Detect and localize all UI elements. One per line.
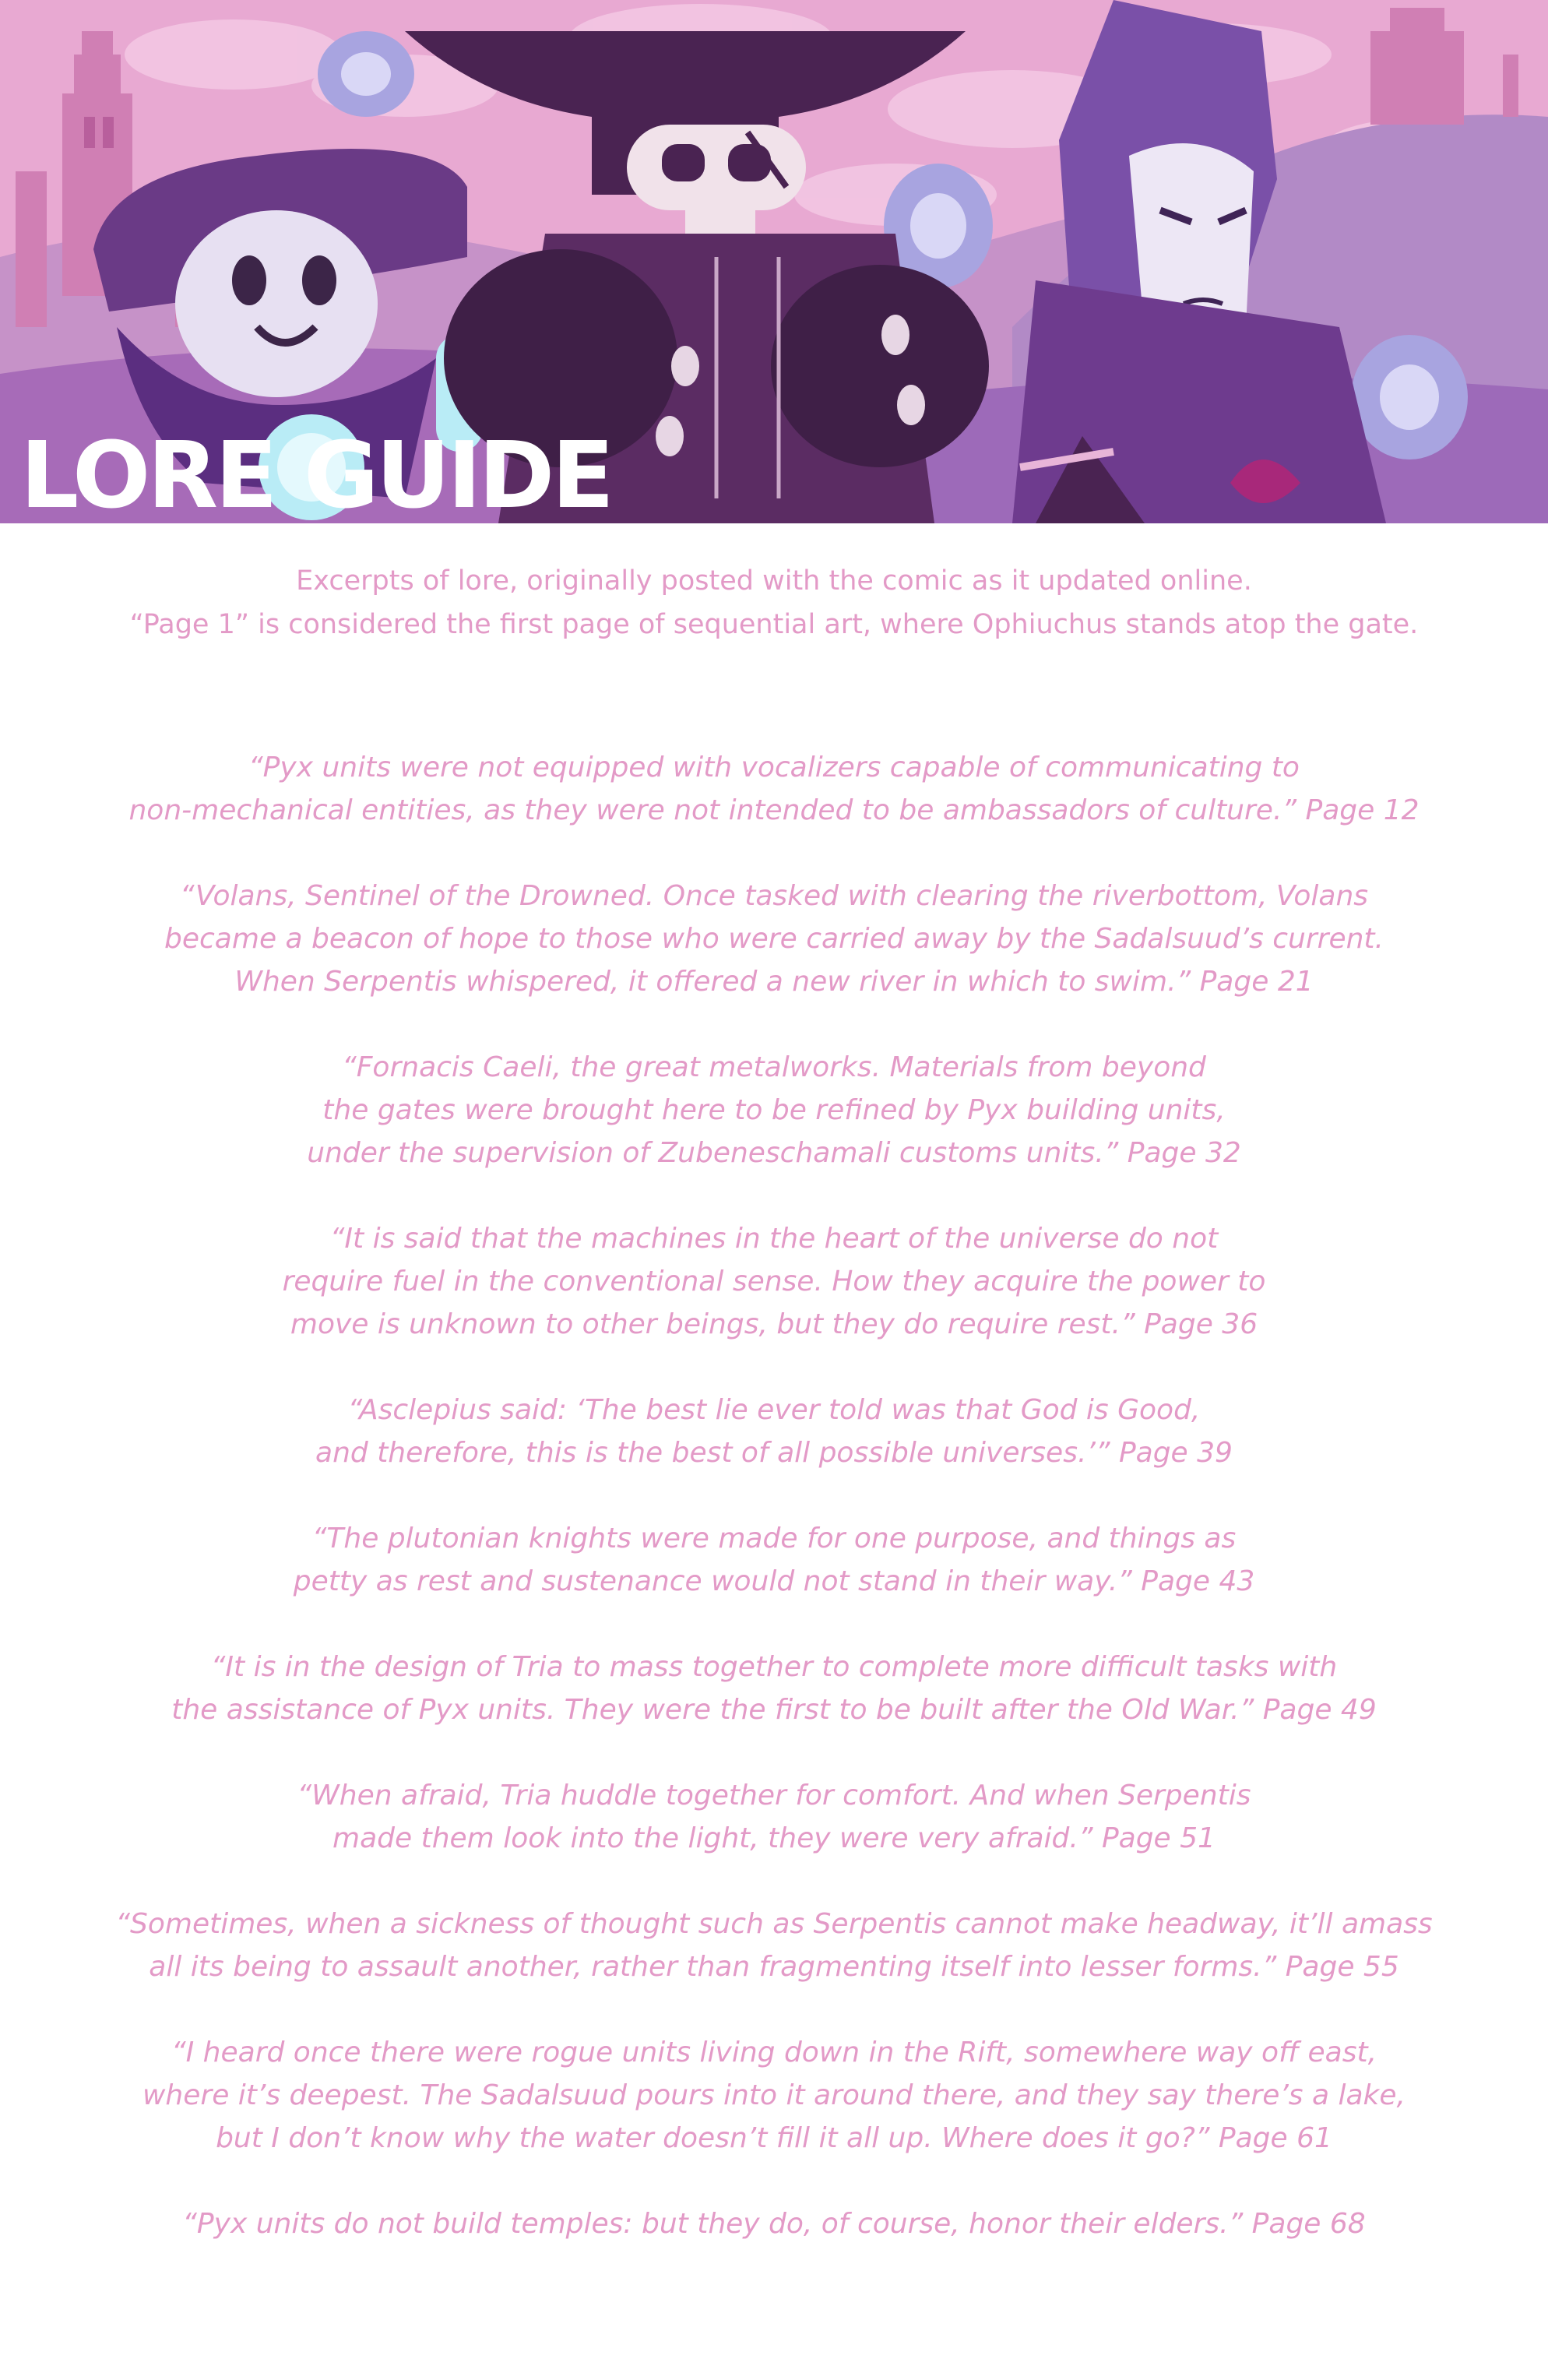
lore-quote: [0, 1217, 1548, 1346]
lore-quote: [0, 746, 1548, 832]
quote-line: “The plutonian knights were made for one purpose, and things as: [311, 1523, 1237, 1554]
page-title: LORE GUIDE: [20, 421, 611, 529]
quote-line: “When afraid, Tria huddle together for comfort. And when Serpentis: [297, 1780, 1251, 1811]
quote-line: “Pyx units were not equipped with vocalizers capable of communicating to: [248, 752, 1300, 783]
quote-line: but I don’t know why the water doesn’t fill it all up. Where does it go?” Page 61: [216, 2122, 1332, 2154]
lore-quote: [0, 1774, 1548, 1860]
quote-line: “Sometimes, when a sickness of thought such as Serpentis cannot make headway, it’ll amass: [115, 1908, 1433, 1940]
lore-quote: [0, 1646, 1548, 1731]
lore-quote: [0, 1046, 1548, 1174]
quote-line: where it’s deepest. The Sadalsuud pours into it around there, and they say there’s a lake,: [142, 2079, 1406, 2111]
intro-text: [0, 559, 1548, 646]
lore-quote: [0, 2202, 1548, 2245]
quote-line: petty as rest and sustenance would not stand in their way.” Page 43: [293, 1565, 1255, 1597]
quote-line: “It is said that the machines in the heart of the universe do not: [329, 1223, 1219, 1255]
quote-line: the assistance of Pyx units. They were the first to be built after the Old War.” Page 49: [171, 1694, 1377, 1726]
quote-line: “It is in the design of Tria to mass together to complete more difficult tasks with: [210, 1651, 1338, 1683]
intro-line: “Page 1” is considered the first page of sequential art, where Ophiuchus stands atop the gate.: [129, 609, 1419, 640]
quote-line: under the supervision of Zubeneschamali customs units.” Page 32: [307, 1137, 1241, 1169]
quote-line: all its being to assault another, rather than fragmenting itself into lesser forms.” Page 55: [149, 1951, 1399, 1983]
quote-line: require fuel in the conventional sense. How they acquire the power to: [282, 1266, 1266, 1297]
quote-line: made them look into the light, they were very afraid.” Page 51: [332, 1822, 1216, 1854]
quote-line: “Asclepius said: ‘The best lie ever told was that God is Good,: [347, 1394, 1201, 1426]
quote-line: the gates were brought here to be refined by Pyx building units,: [322, 1094, 1226, 1126]
quote-line: “Pyx units do not build temples: but they do, of course, honor their elders.” Page 68: [182, 2208, 1366, 2240]
lore-quote: [0, 1389, 1548, 1474]
quote-line: When Serpentis whispered, it offered a new river in which to swim.” Page 21: [234, 966, 1314, 998]
quote-line: and therefore, this is the best of all possible universes.’” Page 39: [315, 1437, 1233, 1469]
lore-quote: [0, 1517, 1548, 1603]
intro-line: Excerpts of lore, originally posted with the comic as it updated online.: [296, 565, 1252, 597]
quote-line: move is unknown to other beings, but they do require rest.” Page 36: [290, 1308, 1258, 1340]
lore-quote: [0, 2031, 1548, 2160]
quote-line: “Volans, Sentinel of the Drowned. Once tasked with clearing the riverbottom, Volans: [179, 880, 1369, 912]
lore-quote: [0, 875, 1548, 1003]
quote-line: non-mechanical entities, as they were not intended to be ambassadors of culture.” Page 12: [128, 794, 1420, 826]
quote-line: “I heard once there were rogue units living down in the Rift, somewhere way off east,: [171, 2037, 1377, 2068]
quote-line: “Fornacis Caeli, the great metalworks. Materials from beyond: [342, 1051, 1206, 1083]
lore-quotes: [0, 746, 1548, 2288]
quote-line: became a beacon of hope to those who were carried away by the Sadalsuud’s current.: [164, 923, 1384, 955]
lore-quote: [0, 1903, 1548, 1988]
